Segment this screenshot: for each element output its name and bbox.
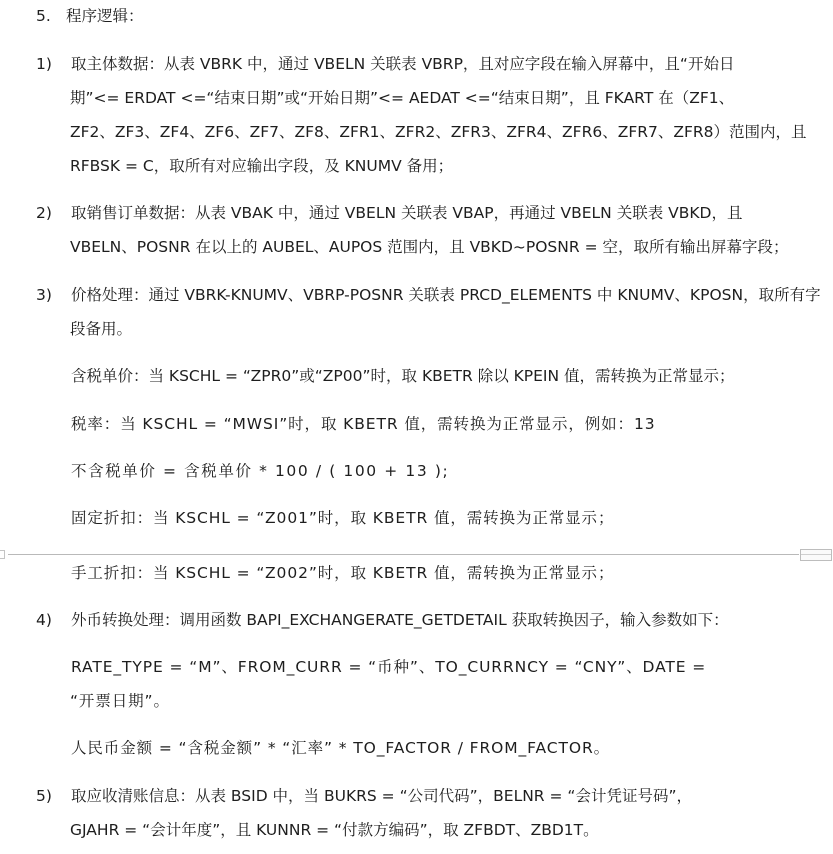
item-line: ZF2、ZF3、ZF4、ZF6、ZF7、ZF8、ZFR1、ZFR2、ZFR3、ZFR4、ZFR6、ZFR7、ZFR8）范围内，且: [70, 123, 807, 141]
section-number: 5.: [36, 7, 51, 25]
price-rule-line: 税率：当 KSCHL = “MWSI”时，取 KBETR 值，需转换为正常显示，例如：13: [71, 415, 656, 433]
price-rule-line: 手工折扣：当 KSCHL = “Z002”时，取 KBETR 值，需转换为正常显示；: [71, 564, 615, 582]
formula-line: 人民币金额 = “含税金额” * “汇率” * TO_FACTOR / FROM_FACTOR。: [71, 739, 611, 757]
price-rule-line: 不含税单价 = 含税单价 * 100 / ( 100 + 13 );: [71, 462, 450, 480]
item-number: 3): [36, 286, 52, 304]
price-rule-line: 固定折扣：当 KSCHL = “Z001”时，取 KBETR 值，需转换为正常显示；: [71, 509, 615, 527]
param-line: RATE_TYPE = “M”、FROM_CURR = “币种”、TO_CURRNCY = “CNY”、DATE =: [71, 658, 707, 676]
item-line: 价格处理：通过 VBRK-KNUMV、VBRP-POSNR 关联表 PRCD_ELEMENTS 中 KNUMV、KPOSN，取所有字: [71, 286, 821, 304]
item-line: GJAHR = “会计年度”，且 KUNNR = “付款方编码”，取 ZFBDT、ZBD1T。: [70, 821, 599, 839]
item-number: 1): [36, 55, 52, 73]
item-number: 5): [36, 787, 52, 805]
item-line: RFBSK = C，取所有对应输出字段，及 KNUMV 备用；: [70, 157, 454, 175]
item-line: 取销售订单数据：从表 VBAK 中，通过 VBELN 关联表 VBAP，再通过 VBELN 关联表 VBKD，且: [71, 204, 743, 222]
param-line: “开票日期”。: [70, 692, 170, 710]
item-line: 外币转换处理：调用函数 BAPI_EXCHANGERATE_GETDETAIL 获取转换因子，输入参数如下：: [71, 611, 729, 629]
item-number: 4): [36, 611, 52, 629]
item-line: 段备用。: [70, 320, 133, 338]
section-title: 程序逻辑：: [66, 7, 144, 25]
item-line: 期”<= ERDAT <=“结束日期”或“开始日期”<= AEDAT <=“结束日期”，且 FKART 在（ZF1、: [70, 89, 735, 107]
page-break-divider: [0, 548, 833, 562]
price-rule-line: 含税单价：当 KSCHL = “ZPR0”或“ZP00”时，取 KBETR 除以 KPEIN 值，需转换为正常显示；: [71, 367, 735, 385]
item-number: 2): [36, 204, 52, 222]
item-line: VBELN、POSNR 在以上的 AUBEL、AUPOS 范围内，且 VBKD~POSNR = 空，取所有输出屏幕字段；: [70, 238, 789, 256]
item-line: 取主体数据：从表 VBRK 中，通过 VBELN 关联表 VBRP，且对应字段在输入屏幕中，且“开始日: [71, 55, 735, 73]
item-line: 取应收清账信息：从表 BSID 中，当 BUKRS = “公司代码”，BELNR = “会计凭证号码”，: [71, 787, 692, 805]
